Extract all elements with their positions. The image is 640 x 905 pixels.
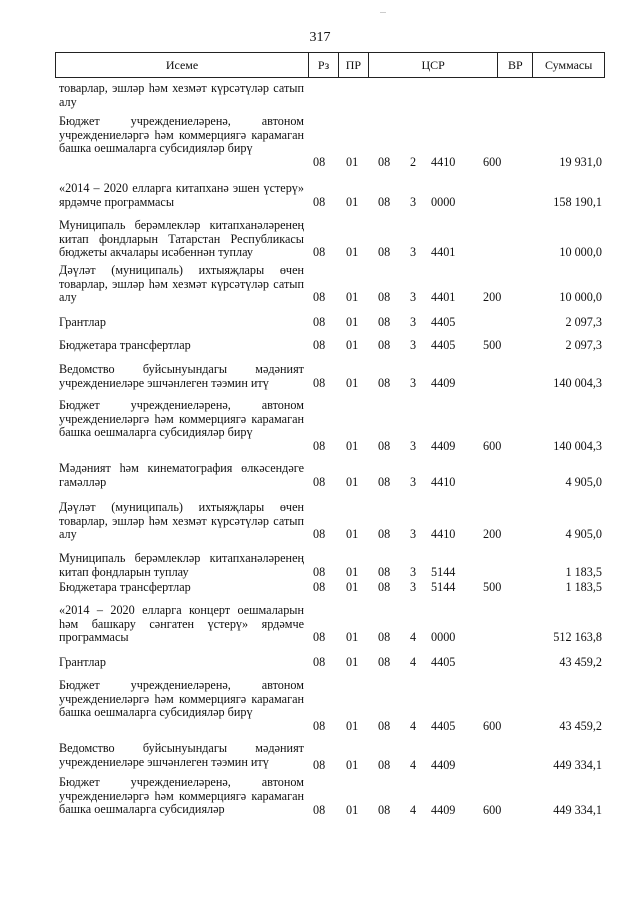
scan-mark: [380, 12, 386, 13]
cell-c2: 3: [410, 580, 417, 594]
cell-pr: 01: [346, 375, 359, 390]
cell-c2: 3: [410, 338, 417, 352]
cell-vr: 500: [483, 338, 502, 352]
cell-c1: 08: [378, 375, 391, 390]
row-name: Бюджет учреждениеләренә, автоном учреждениеләргә һәм коммерциягә карамаган башка оешмаларга субсидияләр бирү: [59, 678, 304, 719]
cell-rz: 08: [313, 315, 326, 329]
cell-c3: 5144: [431, 580, 456, 594]
cell-sum: 512 163,8: [553, 630, 602, 644]
cell-vr: 600: [483, 802, 502, 817]
cell-rz: 08: [313, 564, 326, 579]
cell-c2: 4: [410, 718, 417, 733]
cell-rz: 08: [313, 245, 326, 259]
cell-rz: 08: [313, 290, 326, 304]
cell-c2: 3: [410, 438, 417, 453]
cell-c1: 08: [378, 527, 391, 541]
cell-c2: 4: [410, 802, 417, 817]
cell-c3: 4410: [431, 474, 456, 489]
cell-c3: 0000: [431, 630, 456, 644]
header-sum: Суммасы: [532, 53, 604, 77]
cell-c3: 4405: [431, 718, 456, 733]
row-name: Дәүләт (муниципаль) ихтыяҗлары өчен товарлар, эшләр һәм хезмәт күрсәтүләр сатып алу: [59, 263, 304, 304]
row-name: Бюджет учреждениеләренә, автоном учреждениеләргә һәм коммерциягә карамаган башка оешмаларга субсидияләр бирү: [59, 114, 304, 155]
cell-c2: 3: [410, 194, 417, 209]
cell-c1: 08: [378, 438, 391, 453]
cell-c3: 4410: [431, 154, 456, 169]
cell-c3: 5144: [431, 564, 456, 579]
cell-c1: 08: [378, 718, 391, 733]
cell-rz: 08: [313, 438, 326, 453]
cell-pr: 01: [346, 564, 359, 579]
cell-c1: 08: [378, 154, 391, 169]
cell-c2: 3: [410, 564, 417, 579]
cell-c2: 4: [410, 757, 417, 772]
cell-rz: 08: [313, 802, 326, 817]
cell-rz: 08: [313, 474, 326, 489]
cell-sum: 158 190,1: [553, 194, 602, 209]
row-name: Грантлар: [59, 655, 106, 669]
cell-sum: 140 004,3: [553, 438, 602, 453]
cell-c1: 08: [378, 802, 391, 817]
row-name: Ведомство буйсынуындагы мәдәният учреждениеләре эшчәнлеген тәэмин итү: [59, 741, 304, 769]
cell-pr: 01: [346, 802, 359, 817]
cell-pr: 01: [346, 290, 359, 304]
cell-c3: 4409: [431, 757, 456, 772]
row-name: Мәдәният һәм кинематография өлкәсендәге гамәлләр: [59, 461, 304, 489]
cell-c1: 08: [378, 655, 391, 669]
cell-vr: 200: [483, 527, 502, 541]
cell-sum: 19 931,0: [559, 154, 602, 169]
cell-pr: 01: [346, 315, 359, 329]
row-name: Муниципаль берәмлекләр китапханәләренең китап фондларын Татарстан Республикасы бюджеты акчалары исәбеннән туплау: [59, 218, 304, 259]
cell-c3: 4410: [431, 527, 456, 541]
cell-vr: 600: [483, 718, 502, 733]
cell-vr: 500: [483, 580, 502, 594]
cell-c2: 4: [410, 655, 417, 669]
cell-pr: 01: [346, 474, 359, 489]
cell-rz: 08: [313, 630, 326, 644]
cell-c3: 0000: [431, 194, 456, 209]
cell-c1: 08: [378, 580, 391, 594]
header-vr: ВР: [497, 53, 532, 77]
cell-sum: 1 183,5: [565, 580, 602, 594]
row-name: Грантлар: [59, 315, 106, 329]
cell-pr: 01: [346, 338, 359, 352]
cell-sum: 4 905,0: [565, 527, 602, 541]
cell-c2: 3: [410, 375, 417, 390]
cell-pr: 01: [346, 245, 359, 259]
cell-vr: 200: [483, 290, 502, 304]
cell-c2: 3: [410, 245, 417, 259]
cell-pr: 01: [346, 630, 359, 644]
cell-pr: 01: [346, 655, 359, 669]
row-name: Муниципаль берәмлекләр китапханәләренең китап фондларын туплау: [59, 551, 304, 579]
header-name: Исеме: [165, 57, 199, 72]
header-pr: ПР: [338, 53, 368, 77]
cell-c2: 2: [410, 154, 417, 169]
cell-pr: 01: [346, 194, 359, 209]
row-name: Бюджет учреждениеләренә, автоном учреждениеләргә һәм коммерциягә карамаган башка оешмаларга субсидияләр бирү: [59, 398, 304, 439]
cell-c2: 3: [410, 290, 417, 304]
cell-c2: 3: [410, 315, 417, 329]
cell-pr: 01: [346, 580, 359, 594]
header-csr: ЦСР: [368, 53, 498, 77]
cell-c3: 4405: [431, 315, 456, 329]
cell-rz: 08: [313, 757, 326, 772]
cell-rz: 08: [313, 194, 326, 209]
cell-pr: 01: [346, 527, 359, 541]
cell-rz: 08: [313, 580, 326, 594]
page-number: 317: [309, 30, 331, 45]
cell-c1: 08: [378, 564, 391, 579]
row-name: Бюджетара трансфертлар: [59, 338, 191, 352]
cell-sum: 2 097,3: [565, 338, 602, 352]
row-name: Дәүләт (муниципаль) ихтыяҗлары өчен товарлар, эшләр һәм хезмәт күрсәтүләр сатып алу: [59, 500, 304, 541]
cell-c3: 4401: [431, 245, 456, 259]
cell-c1: 08: [378, 315, 391, 329]
cell-sum: 43 459,2: [559, 655, 602, 669]
cell-c3: 4405: [431, 655, 456, 669]
cell-sum: 2 097,3: [565, 315, 602, 329]
cell-pr: 01: [346, 154, 359, 169]
cell-pr: 01: [346, 438, 359, 453]
header-rz: Рз: [308, 53, 338, 77]
cell-sum: 449 334,1: [553, 802, 602, 817]
cell-c3: 4409: [431, 375, 456, 390]
cell-rz: 08: [313, 527, 326, 541]
cell-sum: 140 004,3: [553, 375, 602, 390]
row-name: «2014 – 2020 елларга китапханә эшен үстерү» ярдәмче программасы: [59, 181, 304, 209]
cell-sum: 4 905,0: [565, 474, 602, 489]
cell-rz: 08: [313, 375, 326, 390]
cell-c1: 08: [378, 194, 391, 209]
row-name: товарлар, эшләр һәм хезмәт күрсәтүләр сатып алу: [59, 81, 304, 109]
cell-c2: 3: [410, 527, 417, 541]
cell-sum: 449 334,1: [553, 757, 602, 772]
cell-sum: 10 000,0: [559, 290, 602, 304]
cell-c1: 08: [378, 757, 391, 772]
budget-table: [55, 52, 605, 817]
cell-vr: 600: [483, 154, 502, 169]
cell-sum: 43 459,2: [559, 718, 602, 733]
cell-rz: 08: [313, 154, 326, 169]
cell-c1: 08: [378, 338, 391, 352]
cell-c1: 08: [378, 290, 391, 304]
cell-c3: 4401: [431, 290, 456, 304]
cell-pr: 01: [346, 757, 359, 772]
cell-sum: 1 183,5: [565, 564, 602, 579]
row-name: Бюджет учреждениеләренә, автоном учреждениеләргә һәм коммерциягә карамаган башка оешмаларга субсидияләр: [59, 775, 304, 816]
row-name: Ведомство буйсынуындагы мәдәният учреждениеләре эшчәнлеген тәэмин итү: [59, 362, 304, 390]
cell-pr: 01: [346, 718, 359, 733]
cell-rz: 08: [313, 718, 326, 733]
cell-c3: 4405: [431, 338, 456, 352]
cell-c3: 4409: [431, 802, 456, 817]
cell-rz: 08: [313, 338, 326, 352]
cell-rz: 08: [313, 655, 326, 669]
cell-c1: 08: [378, 474, 391, 489]
cell-c1: 08: [378, 630, 391, 644]
cell-c2: 4: [410, 630, 417, 644]
table-header: [55, 52, 605, 78]
cell-vr: 600: [483, 438, 502, 453]
cell-c3: 4409: [431, 438, 456, 453]
cell-c2: 3: [410, 474, 417, 489]
cell-c1: 08: [378, 245, 391, 259]
row-name: «2014 – 2020 елларга концерт оешмаларын һәм башкару сәнгатен үстерү» ярдәмче программасы: [59, 603, 304, 644]
cell-sum: 10 000,0: [559, 245, 602, 259]
row-name: Бюджетара трансфертлар: [59, 580, 191, 594]
